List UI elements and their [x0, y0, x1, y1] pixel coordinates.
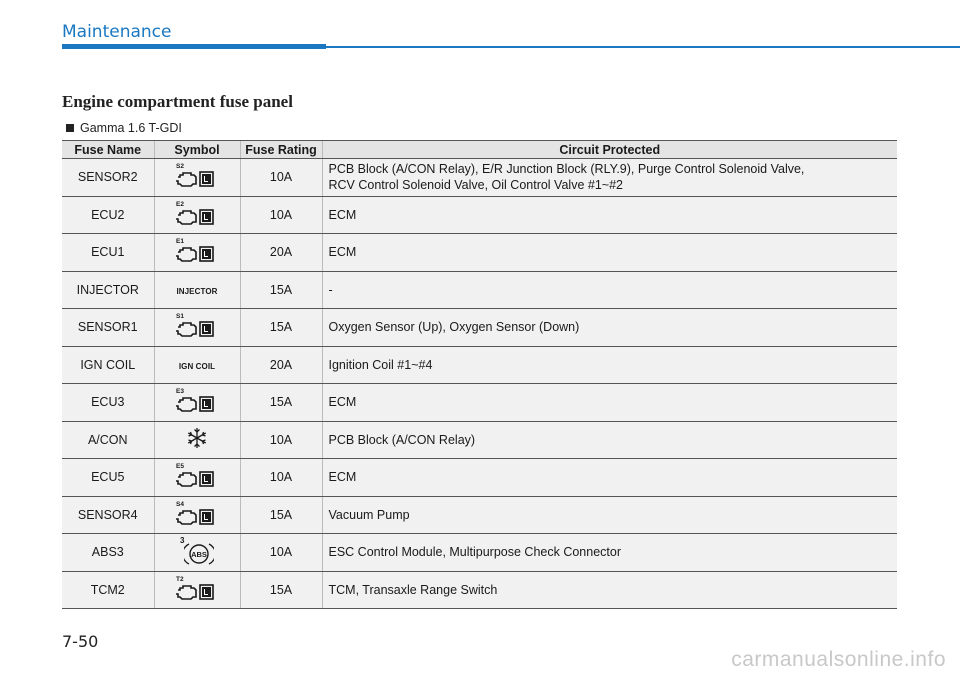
- table-row: [62, 384, 897, 422]
- symbol-code: 3: [180, 536, 185, 546]
- page-heading: Engine compartment fuse panel: [62, 92, 293, 111]
- fuse-table-body: [62, 159, 897, 609]
- fuse-rating-cell: 15A: [240, 571, 322, 609]
- table-row: [62, 309, 897, 347]
- abs-icon: [180, 537, 214, 567]
- symbol-code: S1: [176, 313, 184, 321]
- fuse-symbol-cell: [154, 496, 240, 534]
- fuse-name-cell: ECU1: [62, 234, 154, 272]
- fuse-rating-cell: 15A: [240, 496, 322, 534]
- fuse-name-cell: IGN COIL: [62, 346, 154, 384]
- table-row: [62, 421, 897, 459]
- symbol-code: E3: [176, 388, 184, 396]
- table-row: [62, 271, 897, 309]
- symbol-text: IGN COIL: [178, 361, 216, 371]
- page-number: 7-50: [62, 632, 99, 651]
- engine-fuse-icon: [176, 388, 218, 416]
- fuse-rating-cell: 10A: [240, 159, 322, 197]
- symbol-code: E1: [176, 238, 184, 246]
- fuse-rating-cell: 20A: [240, 234, 322, 272]
- column-header: Symbol: [154, 141, 240, 159]
- table-row: [62, 234, 897, 272]
- symbol-code: S4: [176, 500, 184, 508]
- snowflake-icon: [186, 438, 208, 452]
- fuse-name-cell: ECU2: [62, 196, 154, 234]
- table-row: [62, 159, 897, 197]
- engine-label: Gamma 1.6 T-GDI: [80, 121, 182, 135]
- fuse-name-cell: TCM2: [62, 571, 154, 609]
- fuse-name-cell: ECU5: [62, 459, 154, 497]
- fuse-rating-cell: 10A: [240, 459, 322, 497]
- fuse-rating-cell: 15A: [240, 384, 322, 422]
- fuse-symbol-cell: [154, 459, 240, 497]
- symbol-code: E2: [176, 200, 184, 208]
- fuse-table: [62, 140, 897, 609]
- engine-subheading: [66, 121, 182, 135]
- symbol-code: E5: [176, 463, 184, 471]
- fuse-rating-cell: 10A: [240, 534, 322, 572]
- table-row: [62, 459, 897, 497]
- fuse-name-cell: SENSOR2: [62, 159, 154, 197]
- watermark: carmanualsonline.info: [731, 648, 946, 671]
- fuse-rating-cell: 10A: [240, 421, 322, 459]
- circuit-protected-cell: Vacuum Pump: [322, 496, 897, 534]
- section-rule-thin: [326, 46, 960, 48]
- circuit-protected-cell: ECM: [322, 234, 897, 272]
- section-title: Maintenance: [62, 22, 172, 42]
- column-header: Fuse Rating: [240, 141, 322, 159]
- fuse-symbol-cell: [154, 196, 240, 234]
- circuit-protected-cell: Ignition Coil #1~#4: [322, 346, 897, 384]
- fuse-rating-cell: 10A: [240, 196, 322, 234]
- symbol-code: S2: [176, 163, 184, 171]
- fuse-symbol-cell: [154, 384, 240, 422]
- fuse-rating-cell: 20A: [240, 346, 322, 384]
- table-row: [62, 534, 897, 572]
- circuit-protected-cell: PCB Block (A/CON Relay), E/R Junction Block (RLY.9), Purge Control Solenoid Valve, RCV Control Solenoid Valve, Oil Control Valve #1~#2: [322, 159, 897, 197]
- fuse-name-cell: ABS3: [62, 534, 154, 572]
- fuse-name-cell: INJECTOR: [62, 271, 154, 309]
- fuse-name-cell: ECU3: [62, 384, 154, 422]
- engine-fuse-icon: [176, 238, 218, 266]
- symbol-code: T2: [176, 575, 184, 583]
- fuse-symbol-cell: [154, 159, 240, 197]
- table-row: [62, 571, 897, 609]
- circuit-protected-cell: -: [322, 271, 897, 309]
- fuse-symbol-cell: [154, 234, 240, 272]
- circuit-protected-cell: Oxygen Sensor (Up), Oxygen Sensor (Down): [322, 309, 897, 347]
- engine-fuse-icon: [176, 463, 218, 491]
- column-header: Fuse Name: [62, 141, 154, 159]
- fuse-rating-cell: 15A: [240, 271, 322, 309]
- fuse-symbol-cell: [154, 571, 240, 609]
- table-row: [62, 496, 897, 534]
- fuse-name-cell: SENSOR4: [62, 496, 154, 534]
- circuit-protected-cell: ECM: [322, 459, 897, 497]
- engine-fuse-icon: [176, 201, 218, 229]
- engine-fuse-icon: [176, 576, 218, 604]
- table-header-row: [62, 141, 897, 159]
- fuse-name-cell: A/CON: [62, 421, 154, 459]
- table-row: [62, 196, 897, 234]
- fuse-rating-cell: 15A: [240, 309, 322, 347]
- circuit-protected-cell: ECM: [322, 196, 897, 234]
- engine-fuse-icon: [176, 501, 218, 529]
- circuit-protected-cell: ESC Control Module, Multipurpose Check Connector: [322, 534, 897, 572]
- fuse-symbol-cell: [154, 534, 240, 572]
- fuse-symbol-cell: [154, 346, 240, 384]
- section-rule-thick: [62, 44, 326, 49]
- bullet-square-icon: [66, 124, 74, 132]
- fuse-symbol-cell: [154, 421, 240, 459]
- circuit-protected-cell: ECM: [322, 384, 897, 422]
- table-row: [62, 346, 897, 384]
- symbol-text: INJECTOR: [176, 286, 218, 296]
- fuse-name-cell: SENSOR1: [62, 309, 154, 347]
- fuse-symbol-cell: [154, 271, 240, 309]
- svg-text:ABS: ABS: [191, 550, 207, 560]
- engine-fuse-icon: [176, 313, 218, 341]
- fuse-symbol-cell: [154, 309, 240, 347]
- circuit-protected-cell: TCM, Transaxle Range Switch: [322, 571, 897, 609]
- circuit-protected-cell: PCB Block (A/CON Relay): [322, 421, 897, 459]
- column-header: Circuit Protected: [322, 141, 897, 159]
- engine-fuse-icon: [176, 163, 218, 191]
